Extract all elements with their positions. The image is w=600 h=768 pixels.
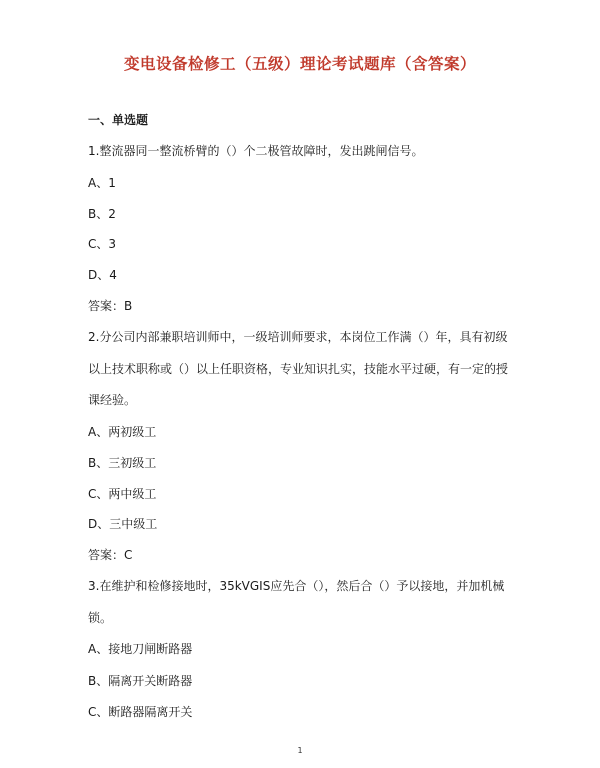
question-2-answer: 答案：C <box>88 548 133 562</box>
question-3-stem-line-1: 3.在维护和检修接地时，35kVGIS应先合（），然后合（）予以接地，并加机械 <box>88 579 505 593</box>
question-2-stem-line-2: 以上技术职称或（）以上任职资格，专业知识扎实，技能水平过硬，有一定的授 <box>88 362 509 376</box>
question-3-option-c: C、断路器隔离开关 <box>88 705 193 719</box>
question-3-stem-line-2: 锁。 <box>88 611 113 625</box>
question-2-stem-line-3: 课经验。 <box>88 393 137 407</box>
section-heading: 一、单选题 <box>88 113 149 127</box>
question-3-option-a: A、接地刀闸断路器 <box>88 642 193 656</box>
question-2-option-b: B、三初级工 <box>88 456 157 470</box>
question-2-option-a: A、两初级工 <box>88 425 157 439</box>
question-2-stem-line-1: 2.分公司内部兼职培训师中，一级培训师要求，本岗位工作满（）年，具有初级 <box>88 330 508 344</box>
question-1-stem: 1.整流器同一整流桥臂的（）个二极管故障时，发出跳闸信号。 <box>88 144 424 158</box>
question-1-option-b: B、2 <box>88 207 116 221</box>
question-1-option-c: C、3 <box>88 237 117 251</box>
question-1-option-d: D、4 <box>88 268 117 282</box>
question-1-answer: 答案：B <box>88 299 133 313</box>
question-3-option-b: B、隔离开关断路器 <box>88 674 193 688</box>
page-number: 1 <box>297 746 303 755</box>
document-title: 变电设备检修工（五级）理论考试题库（含答案） <box>123 55 476 73</box>
question-2-option-c: C、两中级工 <box>88 487 157 501</box>
question-1-option-a: A、1 <box>88 176 116 190</box>
question-2-option-d: D、三中级工 <box>88 517 158 531</box>
